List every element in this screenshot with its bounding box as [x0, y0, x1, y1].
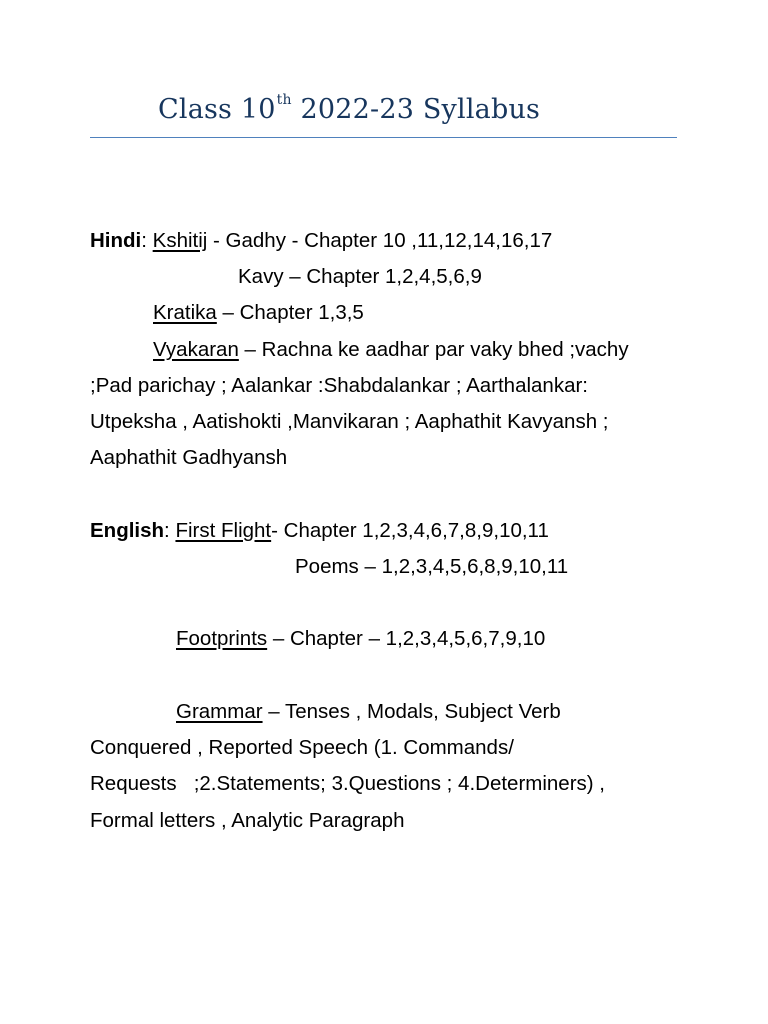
kshitij-book-name: Kshitij [152, 229, 208, 252]
title-underline-rule [90, 137, 677, 138]
vyakaran-topics-1: – Rachna ke aadhar par vaky bhed ;vachy [238, 338, 629, 361]
title-superscript: th [276, 92, 292, 108]
kshitij-kavy-chapters: Kavy – Chapter 1,2,4,5,6,9 [238, 265, 482, 288]
english-grammar-line [176, 699, 561, 725]
english-footprints-line [176, 626, 545, 652]
grammar-topics-2: Conquered , Reported Speech (1. Commands/ [90, 736, 514, 759]
hindi-kratika-line [153, 300, 364, 326]
vyakaran-topics-4: Aaphathit Gadhyansh [90, 446, 288, 469]
grammar-topics-3: Requests ;2.Statements; 3.Questions ; 4.Determiners) , [90, 772, 606, 795]
vyakaran-topics-3: Utpeksha , Aatishokti ,Manvikaran ; Aaphathit Kavyansh ; [90, 410, 609, 433]
hindi-subject-label: Hindi [90, 229, 142, 252]
english-first-flight-line: English: First Flight- Chapter 1,2,3,4,6,7,8,9,10,11 [90, 519, 549, 542]
grammar-name: Grammar [176, 700, 263, 723]
footprints-chapters: – Chapter – 1,2,3,4,5,6,7,9,10 [267, 627, 546, 650]
footprints-book-name: Footprints [176, 627, 268, 650]
kratika-chapters: – Chapter 1,3,5 [216, 301, 364, 324]
kshitij-gadhy-chapters: - Gadhy - Chapter 10 ,11,12,14,16,17 [207, 229, 553, 252]
first-flight-chapters: - Chapter 1,2,3,4,6,7,8,9,10,11 [271, 519, 549, 542]
first-flight-book-name: First Flight [175, 519, 272, 542]
english-subject-label: English [90, 519, 165, 542]
page-title: Class 10th 2022-23 Syllabus [158, 92, 541, 125]
hindi-vyakaran-line [153, 337, 629, 363]
first-flight-poems: Poems – 1,2,3,4,5,6,8,9,10,11 [295, 555, 569, 578]
grammar-topics-1: – Tenses , Modals, Subject Verb [262, 700, 561, 723]
vyakaran-name: Vyakaran [153, 338, 239, 361]
grammar-topics-4: Formal letters , Analytic Paragraph [90, 809, 405, 832]
hindi-kshitij-gadhy-line: Hindi: Kshitij - Gadhy - Chapter 10 ,11,12,14,16,17 [90, 229, 553, 252]
kratika-book-name: Kratika [153, 301, 217, 324]
vyakaran-topics-2: ;Pad parichay ; Aalankar :Shabdalankar ; Aarthalankar: [90, 374, 589, 397]
